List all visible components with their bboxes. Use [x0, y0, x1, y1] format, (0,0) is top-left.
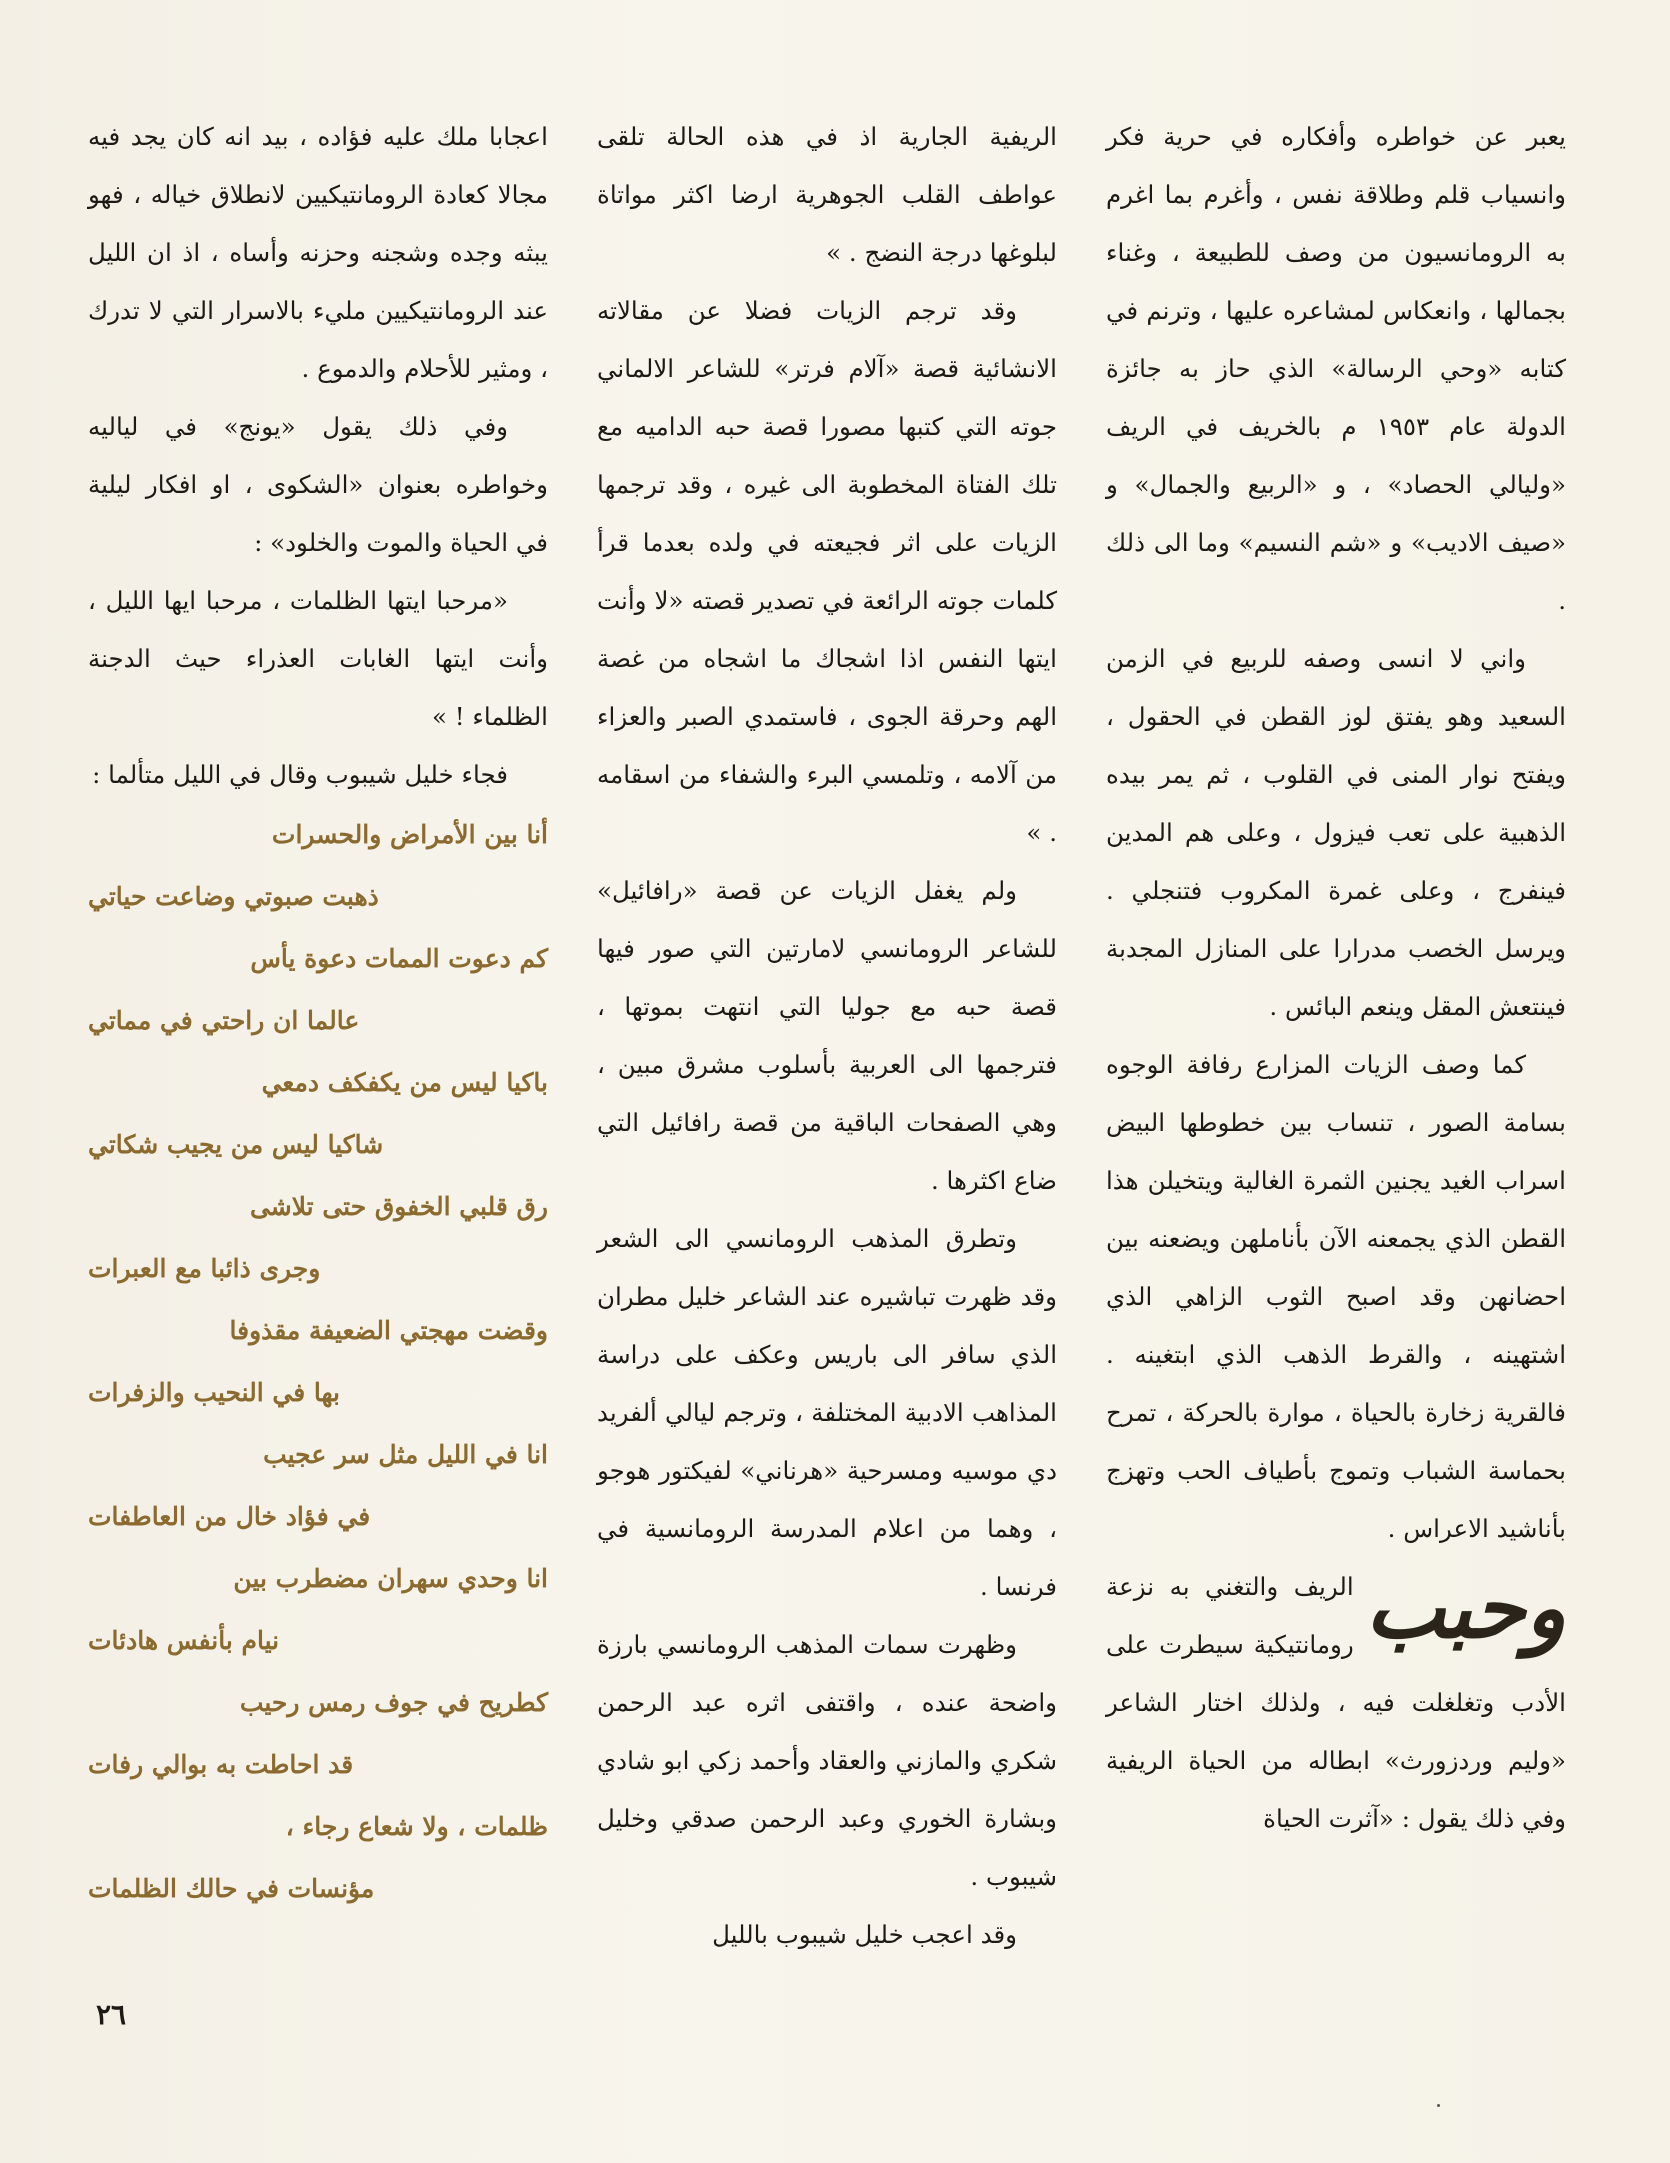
paragraph: كما وصف الزيات المزارع رفافة الوجوه بسامة الصور ، تنساب بين خطوطها البيض اسراب الغيد يجنين الثمرة الغالية ويتخيلن هذا القطن الذي يجمعنه الآن بأناملهن ويضعنه بين احضانهن وقد اصبح الثوب الزاهي الذي اشتهينه ، والقرط الذهب الذي ابتغينه . فالقرية زخارة بالحياة ، موارة بالحركة ، تمرح بحماسة الشباب وتموج بأطياف الحب وتهزج بأناشيد الاعراس . [1106, 1050, 1566, 1543]
paragraph: وتطرق المذهب الرومانسي الى الشعر وقد ظهرت تباشيره عند الشاعر خليل مطران الذي سافر الى باريس وعكف على دراسة المذاهب الادبية المختلفة ، وترجم ليالي ألفريد دي موسيه ومسرحية «هرناني» لفيكتور هوجو ، وهما من اعلام المدرسة الرومانسية في فرنسا . [597, 1224, 1057, 1601]
verse-line: في فؤاد خال من العاطفات [88, 1502, 371, 1531]
verse-line: رق قلبي الخفوق حتى تلاشى [249, 1192, 548, 1221]
paragraph: الريف والتغني به نزعة رومانتيكية سيطرت على الأدب وتغلغلت فيه ، ولذلك اختار الشاعر «وليم وردزورث» ابطاله من الحياة الريفية وفي ذلك يقول : «آثرت الحياة [1106, 1572, 1566, 1833]
text-columns [88, 108, 1566, 1988]
verse-line: شاكيا ليس من يجيب شكاتي [88, 1130, 384, 1159]
verse-line: ظلمات ، ولا شعاع رجاء ، [285, 1812, 548, 1841]
verse-line: بها في النحيب والزفرات [88, 1378, 340, 1407]
paragraph: وقد اعجب خليل شيبوب بالليل [712, 1920, 1017, 1949]
verse-line: قد احاطت به بوالي رفات [88, 1750, 354, 1779]
verse-line: أنا بين الأمراض والحسرات [271, 820, 548, 849]
verse-line: وجرى ذائبا مع العبرات [88, 1254, 321, 1283]
poem [88, 804, 548, 1920]
paragraph: وفي ذلك يقول «يونج» في لياليه وخواطره بعنوان «الشكوى ، او افكار ليلية في الحياة والموت والخلود» : [88, 412, 548, 557]
paragraph: ولم يغفل الزيات عن قصة «رافائيل» للشاعر الرومانسي لامارتين التي صور فيها قصة حبه مع جوليا التي انتهت بموتها ، فترجمها الى العربية بأسلوب مشرق مبين ، وهي الصفحات الباقية من قصة رافائيل التي ضاع اكثرها . [597, 876, 1057, 1195]
paragraph: فجاء خليل شيبوب وقال في الليل متألما : [92, 760, 508, 789]
paragraph: الريفية الجارية اذ في هذه الحالة تلقى عواطف القلب الجوهرية ارضا اكثر مواتاة لبلوغها درجة النضج . » [597, 122, 1057, 267]
paragraph: واني لا انسى وصفه للربيع في الزمن السعيد وهو يفتق لوز القطن في الحقول ، ويفتح نوار المنى في القلوب ، ثم يمر بيده الذهبية على تعب فيزول ، وعلى هم المدين فينفرج ، وعلى غمرة المكروب فتنجلي . ويرسل الخصب مدرارا على المنازل المجدبة فينتعش المقل وينعم البائس . [1106, 644, 1566, 1021]
verse-line: مؤنسات في حالك الظلمات [88, 1874, 375, 1903]
verse-line: ذهبت صبوتي وضاعت حياتي [88, 882, 379, 911]
paragraph: وقد ترجم الزيات فضلا عن مقالاته الانشائية قصة «آلام فرتر» للشاعر الالماني جوته التي كتبها مصورا قصة حبه الداميه مع تلك الفتاة المخطوبة الى غيره ، وقد ترجمها الزيات على اثر فجيعته في ولده بعدما قرأ كلمات جوته الرائعة في تصدير قصته «لا وأنت ايتها النفس اذا اشجاك ما اشجاه من غصة الهم وحرقة الجوى ، فاستمدي الصبر والعزاء من آلامه ، وتلمسي البرء والشفاء من اسقامه . » [597, 296, 1057, 847]
paragraph: اعجابا ملك عليه فؤاده ، بيد انه كان يجد فيه مجالا كعادة الرومانتيكيين لانطلاق خياله ، فهو يبثه وجده وشجنه وحزنه وأساه ، اذ ان الليل عند الرومانتيكيين مليء بالاسرار التي لا تدرك ، ومثير للأحلام والدموع . [88, 122, 548, 383]
verse-line: انا وحدي سهران مضطرب بين [233, 1564, 548, 1593]
verse-line: عالما ان راحتي في مماتي [88, 1006, 360, 1035]
dropcap-word: وحبب [1365, 1558, 1566, 1657]
column-right [1106, 108, 1566, 1848]
column-middle [597, 108, 1057, 1964]
verse-line: انا في الليل مثل سر عجيب [263, 1440, 548, 1469]
paragraph: وظهرت سمات المذهب الرومانسي بارزة واضحة عنده ، واقتفى اثره عبد الرحمن شكري والمازني والعقاد وأحمد زكي ابو شادي وبشارة الخوري وعبد الرحمن صدقي وخليل شيبوب . [597, 1630, 1057, 1891]
column-left [88, 108, 548, 1920]
dropcap-paragraph [1106, 1558, 1566, 1848]
paragraph: «مرحبا ايتها الظلمات ، مرحبا ايها الليل ، وأنت ايتها الغابات العذراء حيث الدجنة الظلماء ! » [88, 586, 548, 731]
paper-speck [1437, 2104, 1440, 2107]
verse-line: نيام بأنفس هادئات [88, 1626, 280, 1655]
verse-line: وقضت مهجتي الضعيفة مقذوفا [229, 1316, 548, 1345]
verse-line: باكيا ليس من يكفكف دمعي [261, 1068, 548, 1097]
verse-line: كم دعوت الممات دعوة يأس [250, 944, 548, 973]
page-number: ٢٦ [96, 1998, 127, 2031]
verse-line: كطريح في جوف رمس رحيب [239, 1688, 548, 1717]
paragraph: يعبر عن خواطره وأفكاره في حرية فكر وانسياب قلم وطلاقة نفس ، وأغرم بما اغرم به الرومانسيون من وصف للطبيعة ، وغناء بجمالها ، وانعكاس لمشاعره عليها ، وترنم في كتابه «وحي الرسالة» الذي حاز به جائزة الدولة عام ١٩٥٣ م بالخريف في الريف «وليالي الحصاد» ، و «الربيع والجمال» و «صيف الاديب» و «شم النسيم» وما الى ذلك . [1106, 122, 1566, 615]
